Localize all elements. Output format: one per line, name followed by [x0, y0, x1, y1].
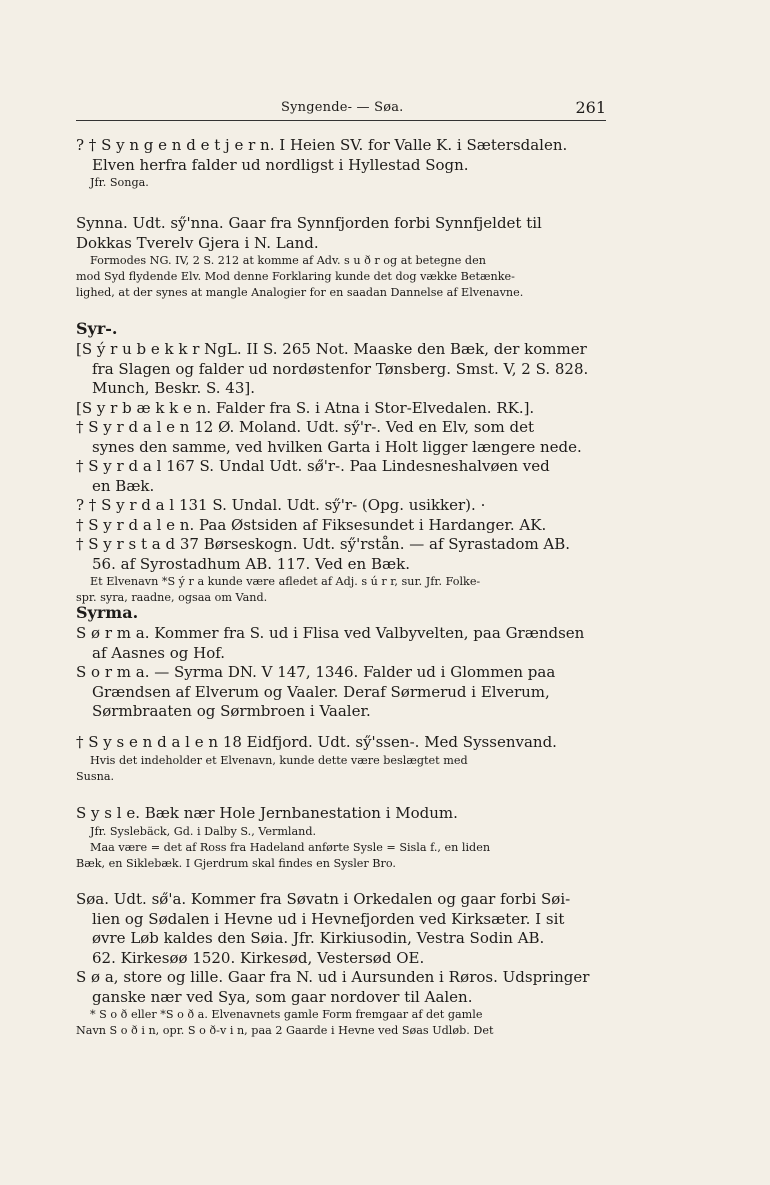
note-line: Maa være = det af Ross fra Hadeland anførte Sysle = Sisla f., en liden [90, 840, 491, 854]
note-line: Bæk, en Siklebæk. I Gjerdrum skal findes en Sysler Bro. [76, 856, 396, 870]
page-number: 261 [575, 98, 606, 117]
text-line: [S ý r u b e k k r NgL. II S. 265 Not. Maaske den Bæk, der kommer [76, 340, 587, 358]
text-line: † S y r d a l e n. Paa Østsiden af Fiksesundet i Hardanger. AK. [76, 515, 547, 534]
text-line: øvre Løb kaldes den Søia. Jfr. Kirkiusodin, Vestra Sodin AB. [92, 929, 545, 947]
text-line: Synna. Udt. sy̋'nna. Gaar fra Synnfjorden forbi Synnfjeldet til [76, 214, 542, 232]
text-line: 56. af Syrostadhum AB. 117. Ved en Bæk. [92, 554, 410, 573]
note-line: Jfr. Songa. [90, 176, 149, 189]
text-line: † S y r d a l 167 S. Undal Udt. sø̋'r-. Paa Lindesneshalvøen ved [76, 457, 550, 475]
text-line: ganske nær ved Sya, som gaar nordover til Aalen. [92, 987, 473, 1006]
text-line: † S y r s t a d 37 Børseskogn. Udt. sy̋'rstån. — af Syrastadom AB. [76, 535, 571, 553]
note-line: * S o ð eller *S o ð a. Elvenavnets gamle Form fremgaar af det gamle [90, 1008, 483, 1021]
text-line: 62. Kirkesøø 1520. Kirkesød, Vestersød OE. [92, 948, 425, 967]
entry-syr [76, 318, 608, 606]
section-heading: Syrma. [76, 603, 139, 622]
entry-sysle [76, 804, 608, 872]
text-line: S o r m a. — Syrma DN. V 147, 1346. Falder ud i Glommen paa [76, 663, 556, 681]
text-line: Grændsen af Elverum og Vaaler. Deraf Sørmerud i Elverum, [92, 682, 550, 701]
text-line: en Bæk. [92, 476, 155, 495]
text-line: Elven herfra falder ud nordligst i Hyllestad Sogn. [92, 155, 469, 174]
text-line: ? † S y n g e n d e t j e r n. I Heien SV. for Valle K. i Sætersdalen. [76, 136, 568, 154]
text-line: S ø r m a. Kommer fra S. ud i Flisa ved Valbyvelten, paa Grændsen [76, 624, 585, 642]
note-line: spr. syra, raadne, ogsaa om Vand. [76, 591, 268, 604]
note-line: Navn S o ð i n, opr. S o ð-v i n, paa 2 Gaarde i Hevne ved Søas Udløb. Det [76, 1024, 494, 1037]
running-header [76, 94, 606, 121]
text-line: Sørmbraaten og Sørmbroen i Vaaler. [92, 702, 371, 720]
note-line: mod Syd flydende Elv. Mod denne Forklaring kunde det dog vække Betænke- [76, 270, 515, 283]
text-line: S ø a, store og lille. Gaar fra N. ud i Aursunden i Røros. Udspringer [76, 968, 590, 986]
text-line: S y s l e. Bæk nær Hole Jernbanestation i Modum. [76, 804, 458, 822]
text-line: af Aasnes og Hof. [92, 643, 226, 662]
entry-soa [76, 890, 608, 1039]
note-line: Jfr. Syslebäck, Gd. i Dalby S., Vermland. [90, 824, 317, 838]
text-line: synes den samme, ved hvilken Garta i Holt ligger længere nede. [92, 437, 582, 456]
text-line: fra Slagen og falder ud nordøstenfor Tønsberg. Smst. V, 2 S. 828. [92, 359, 589, 378]
text-line: † S y r d a l e n 12 Ø. Moland. Udt. sy̋'r-. Ved en Elv, som det [76, 418, 535, 436]
section-heading: Syr-. [76, 319, 118, 338]
note-line: lighed, at der synes at mangle Analogier for en saadan Dannelse af Elvenavne. [76, 286, 524, 299]
note-line: Susna. [76, 769, 115, 783]
entry-syrma [76, 602, 608, 722]
text-line: ? † S y r d a l 131 S. Undal. Udt. sy̋'r- (Opg. usikker). · [76, 496, 486, 514]
text-line: Søa. Udt. sø̋'a. Kommer fra Søvatn i Orkedalen og gaar forbi Søi- [76, 890, 571, 908]
entry-sysendalen [76, 733, 608, 785]
entry-syngendetjern [76, 136, 608, 191]
text-line: lien og Sødalen i Hevne ud i Hevnefjorden ved Kirksæter. I sit [92, 909, 565, 928]
running-title: Syngende- — Søa. [281, 100, 404, 115]
note-line: Hvis det indeholder et Elvenavn, kunde dette være beslægtet med [90, 753, 468, 767]
note-line: Et Elvenavn *S ý r a kunde være afledet af Adj. s ú r r, sur. Jfr. Folke- [90, 575, 481, 588]
text-line: † S y s e n d a l e n 18 Eidfjord. Udt. sy̋'ssen-. Med Syssenvand. [76, 733, 557, 751]
entry-synna [76, 214, 608, 301]
text-line: [S y r b æ k k e n. Falder fra S. i Atna i Stor-Elvedalen. RK.]. [76, 398, 535, 417]
note-line: Formodes NG. IV, 2 S. 212 at komme af Adv. s u ð r og at betegne den [90, 254, 486, 267]
text-line: Dokkas Tverelv Gjera i N. Land. [76, 233, 319, 252]
text-line: Munch, Beskr. S. 43]. [92, 379, 256, 397]
